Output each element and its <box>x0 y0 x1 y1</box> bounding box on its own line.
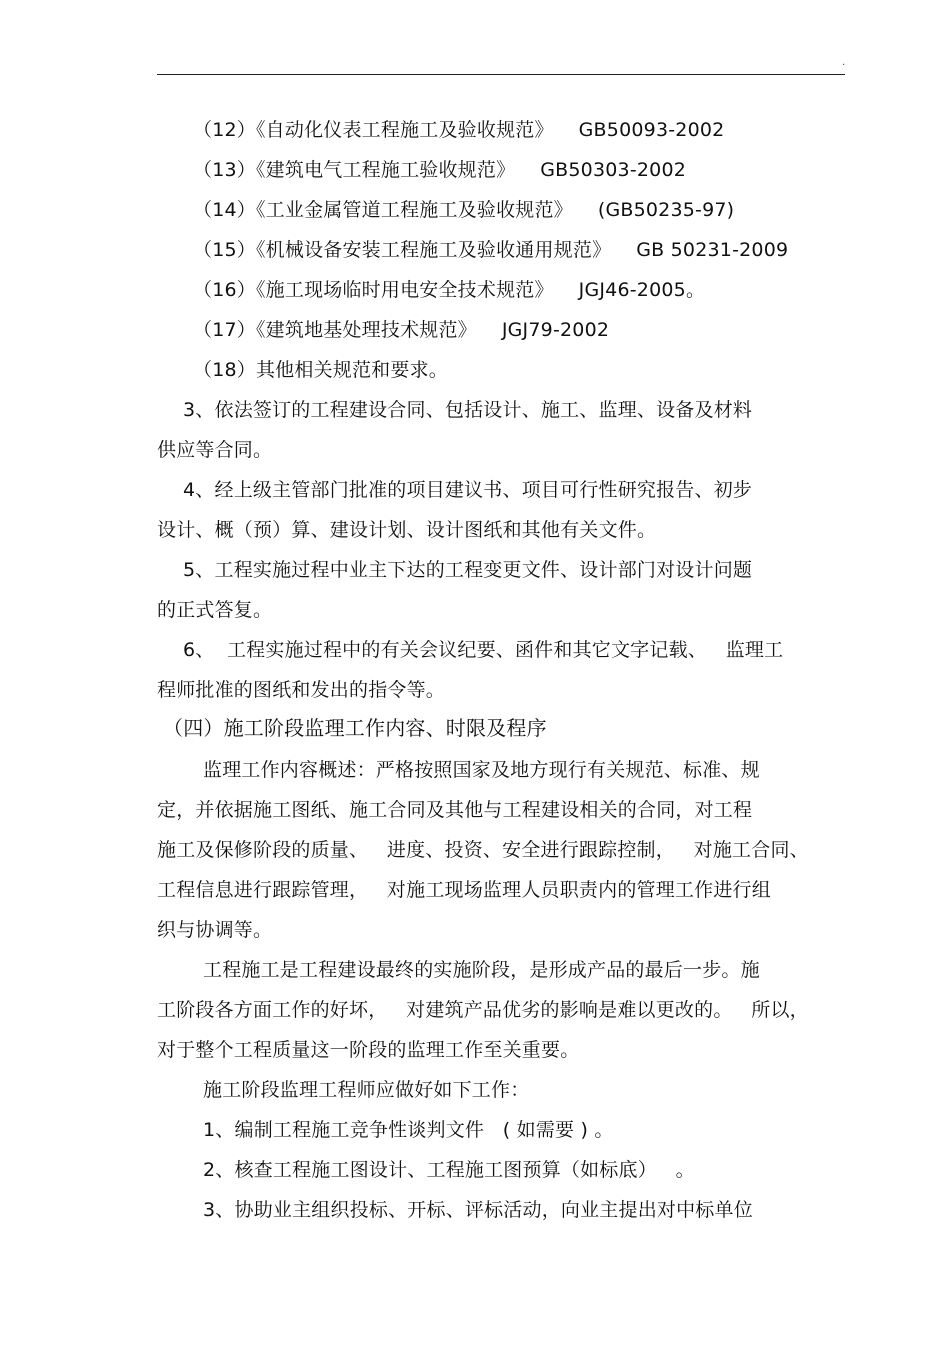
basis-item-5-line2: 的正式答复。 <box>157 599 273 621</box>
basis-item-5-line1: 5、工程实施过程中业主下达的工程变更文件、设计部门对设计问题 <box>183 559 753 581</box>
importance-para-line2: 工阶段各方面工作的好坏， 对建筑产品优劣的影响是难以更改的。 所以， <box>157 999 809 1021</box>
header-corner-mark: . <box>842 57 846 68</box>
importance-para-line1: 工程施工是工程建设最终的实施阶段，是形成产品的最后一步。施 <box>203 959 760 981</box>
task-item-1: 1、编制工程施工竞争性谈判文件 ( 如需要 ) 。 <box>203 1119 614 1141</box>
importance-para-line3: 对于整个工程质量这一阶段的监理工作至关重要。 <box>157 1039 580 1061</box>
basis-item-3-line2: 供应等合同。 <box>157 439 273 461</box>
standard-item-16: （16）《施工现场临时用电安全技术规范》 JGJ46-2005。 <box>193 279 706 301</box>
overview-para-line5: 织与协调等。 <box>157 919 273 941</box>
tasks-intro: 施工阶段监理工程师应做好如下工作： <box>203 1079 530 1101</box>
basis-item-4-line2: 设计、概（预）算、建设计划、设计图纸和其他有关文件。 <box>157 519 657 541</box>
basis-item-6-line1: 6、 工程实施过程中的有关会议纪要、函件和其它文字记载、 监理工 <box>183 639 784 661</box>
overview-para-line1: 监理工作内容概述：严格按照国家及地方现行有关规范、标准、规 <box>203 759 760 781</box>
standard-item-12: （12）《自动化仪表工程施工及验收规范》 GB50093-2002 <box>193 119 725 141</box>
basis-item-4-line1: 4、经上级主管部门批准的项目建议书、项目可行性研究报告、初步 <box>183 479 753 501</box>
header-rule <box>157 74 845 75</box>
standard-item-17: （17）《建筑地基处理技术规范》 JGJ79-2002 <box>193 319 610 341</box>
overview-para-line4: 工程信息进行跟踪管理， 对施工现场监理人员职责内的管理工作进行组 <box>157 879 771 901</box>
basis-item-3-line1: 3、依法签订的工程建设合同、包括设计、施工、监理、设备及材料 <box>183 399 753 421</box>
task-item-2: 2、核查工程施工图设计、工程施工图预算（如标底） 。 <box>203 1159 695 1181</box>
standard-item-15: （15）《机械设备安装工程施工及验收通用规范》 GB 50231-2009 <box>193 239 789 261</box>
overview-para-line3: 施工及保修阶段的质量、 进度、投资、安全进行跟踪控制， 对施工合同、 <box>157 839 809 861</box>
overview-para-line2: 定，并依据施工图纸、施工合同及其他与工程建设相关的合同，对工程 <box>157 799 753 821</box>
standard-item-14: （14）《工业金属管道工程施工及验收规范》 (GB50235-97) <box>193 199 735 221</box>
section-heading-4: （四）施工阶段监理工作内容、时限及程序 <box>163 716 547 740</box>
basis-item-6-line2: 程师批准的图纸和发出的指令等。 <box>157 679 446 701</box>
standard-item-18: （18）其他相关规范和要求。 <box>193 359 448 381</box>
standard-item-13: （13）《建筑电气工程施工验收规范》 GB50303-2002 <box>193 159 687 181</box>
task-item-3: 3、协助业主组织投标、开标、评标活动，向业主提出对中标单位 <box>203 1199 753 1221</box>
